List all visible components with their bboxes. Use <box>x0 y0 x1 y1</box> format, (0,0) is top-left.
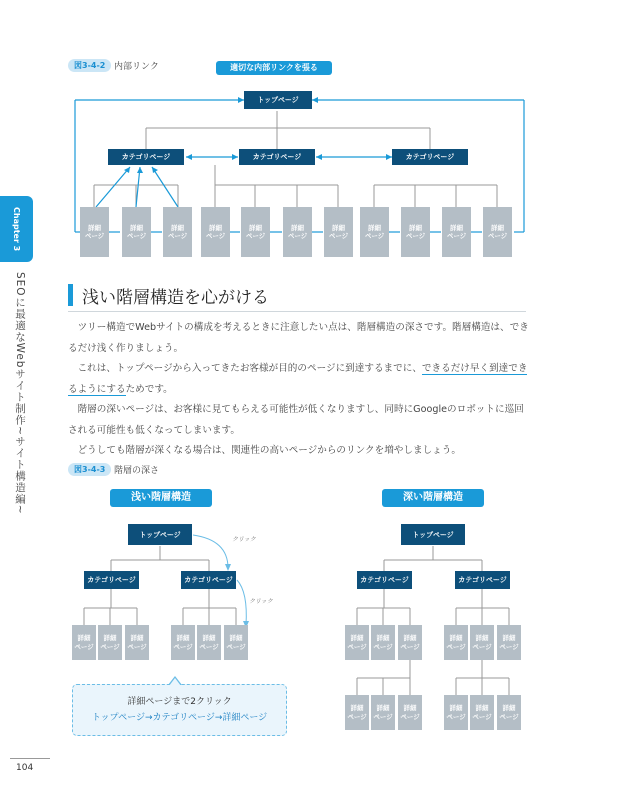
detail-page-box: 詳細 ページ <box>122 207 151 257</box>
category-box: カテゴリページ <box>84 571 139 589</box>
detail-page-box: 詳細 ページ <box>371 695 395 730</box>
paragraph-text: ためです。 <box>125 383 173 395</box>
detail-page-box: 詳細 ページ <box>98 625 122 660</box>
category-box: カテゴリページ <box>455 571 510 589</box>
figure-banner: 適切な内部リンクを張る <box>216 61 332 75</box>
detail-page-box: 詳細 ページ <box>345 695 369 730</box>
detail-page-box: 詳細 ページ <box>80 207 109 257</box>
side-chapter-title: SEOに最適なWebサイト制作~サイト構造編~ <box>14 272 26 515</box>
top-page-box: トップページ <box>401 524 465 545</box>
detail-page-box: 詳細 ページ <box>125 625 149 660</box>
speech-bubble <box>72 684 287 736</box>
detail-page-box: 詳細 ページ <box>398 695 422 730</box>
page-number-rule <box>10 758 50 759</box>
paragraph-text: どうしても階層が深くなる場合は、関連性の高いページからのリンクを増やしましょう。 <box>77 445 461 456</box>
detail-page-box: 詳細 ページ <box>72 625 96 660</box>
figure-caption: 階層の深さ <box>114 466 160 476</box>
category-box-3: カテゴリページ <box>392 149 468 165</box>
detail-page-box: 詳細 ページ <box>345 625 369 660</box>
category-box: カテゴリページ <box>357 571 412 589</box>
click-note: クリック <box>249 598 273 605</box>
page-number: 104 <box>16 763 34 773</box>
bubble-line-1: 詳細ページまで2クリック <box>127 697 232 707</box>
deep-structure-title: 深い階層構造 <box>382 489 484 507</box>
category-box-1: カテゴリページ <box>108 149 184 165</box>
detail-page-box: 詳細 ページ <box>470 695 494 730</box>
detail-page-box: 詳細 ページ <box>470 625 494 660</box>
figure-tag: 図3-4-3 <box>68 463 111 476</box>
detail-page-box: 詳細 ページ <box>371 625 395 660</box>
detail-page-box: 詳細 ページ <box>497 625 521 660</box>
detail-page-box: 詳細 ページ <box>241 207 270 257</box>
paragraph-text: これは、トップページから入ってきたお客様が目的のページに到達するまでに、 <box>77 363 422 374</box>
section-heading: 浅い階層構造を心がける <box>82 288 269 308</box>
detail-page-box: 詳細 ページ <box>197 625 221 660</box>
chapter-tab: Chapter 3 <box>0 196 33 262</box>
detail-page-box: 詳細 ページ <box>163 207 192 257</box>
category-box-2: カテゴリページ <box>239 149 315 165</box>
category-box: カテゴリページ <box>181 571 236 589</box>
figure-tag: 図3-4-2 <box>68 59 111 72</box>
detail-page-box: 詳細 ページ <box>283 207 312 257</box>
top-page-box: トップページ <box>244 91 312 109</box>
highlighted-text: できるだけ早く到達できるようにする <box>68 363 528 395</box>
bubble-line-2: トップページ→カテゴリページ→詳細ページ <box>91 713 268 723</box>
detail-page-box: 詳細 ページ <box>483 207 512 257</box>
top-page-box: トップページ <box>128 524 192 545</box>
shallow-structure-title: 浅い階層構造 <box>110 489 212 507</box>
click-note: クリック <box>232 536 256 543</box>
detail-page-box: 詳細 ページ <box>497 695 521 730</box>
detail-page-box: 詳細 ページ <box>201 207 230 257</box>
figure-caption: 内部リンク <box>114 62 159 72</box>
detail-page-box: 詳細 ページ <box>442 207 471 257</box>
detail-page-box: 詳細 ページ <box>360 207 389 257</box>
detail-page-box: 詳細 ページ <box>171 625 195 660</box>
bubble-tail-inner <box>169 678 181 686</box>
detail-page-box: 詳細 ページ <box>401 207 430 257</box>
detail-page-box: 詳細 ページ <box>324 207 353 257</box>
detail-page-box: 詳細 ページ <box>444 625 468 660</box>
detail-page-box: 詳細 ページ <box>224 625 248 660</box>
detail-page-box: 詳細 ページ <box>398 625 422 660</box>
detail-page-box: 詳細 ページ <box>444 695 468 730</box>
paragraph-text: 階層の深いページは、お客様に見てもらえる可能性が低くなりますし、同時にGoogleのロボットに巡回される可能性も低くなってしまいます。 <box>68 404 524 436</box>
paragraph-text: ツリー構造でWebサイトの構成を考えるときに注意したい点は、階層構造の深さです。階層構造は、できるだけ浅く作りましょう。 <box>68 322 529 354</box>
